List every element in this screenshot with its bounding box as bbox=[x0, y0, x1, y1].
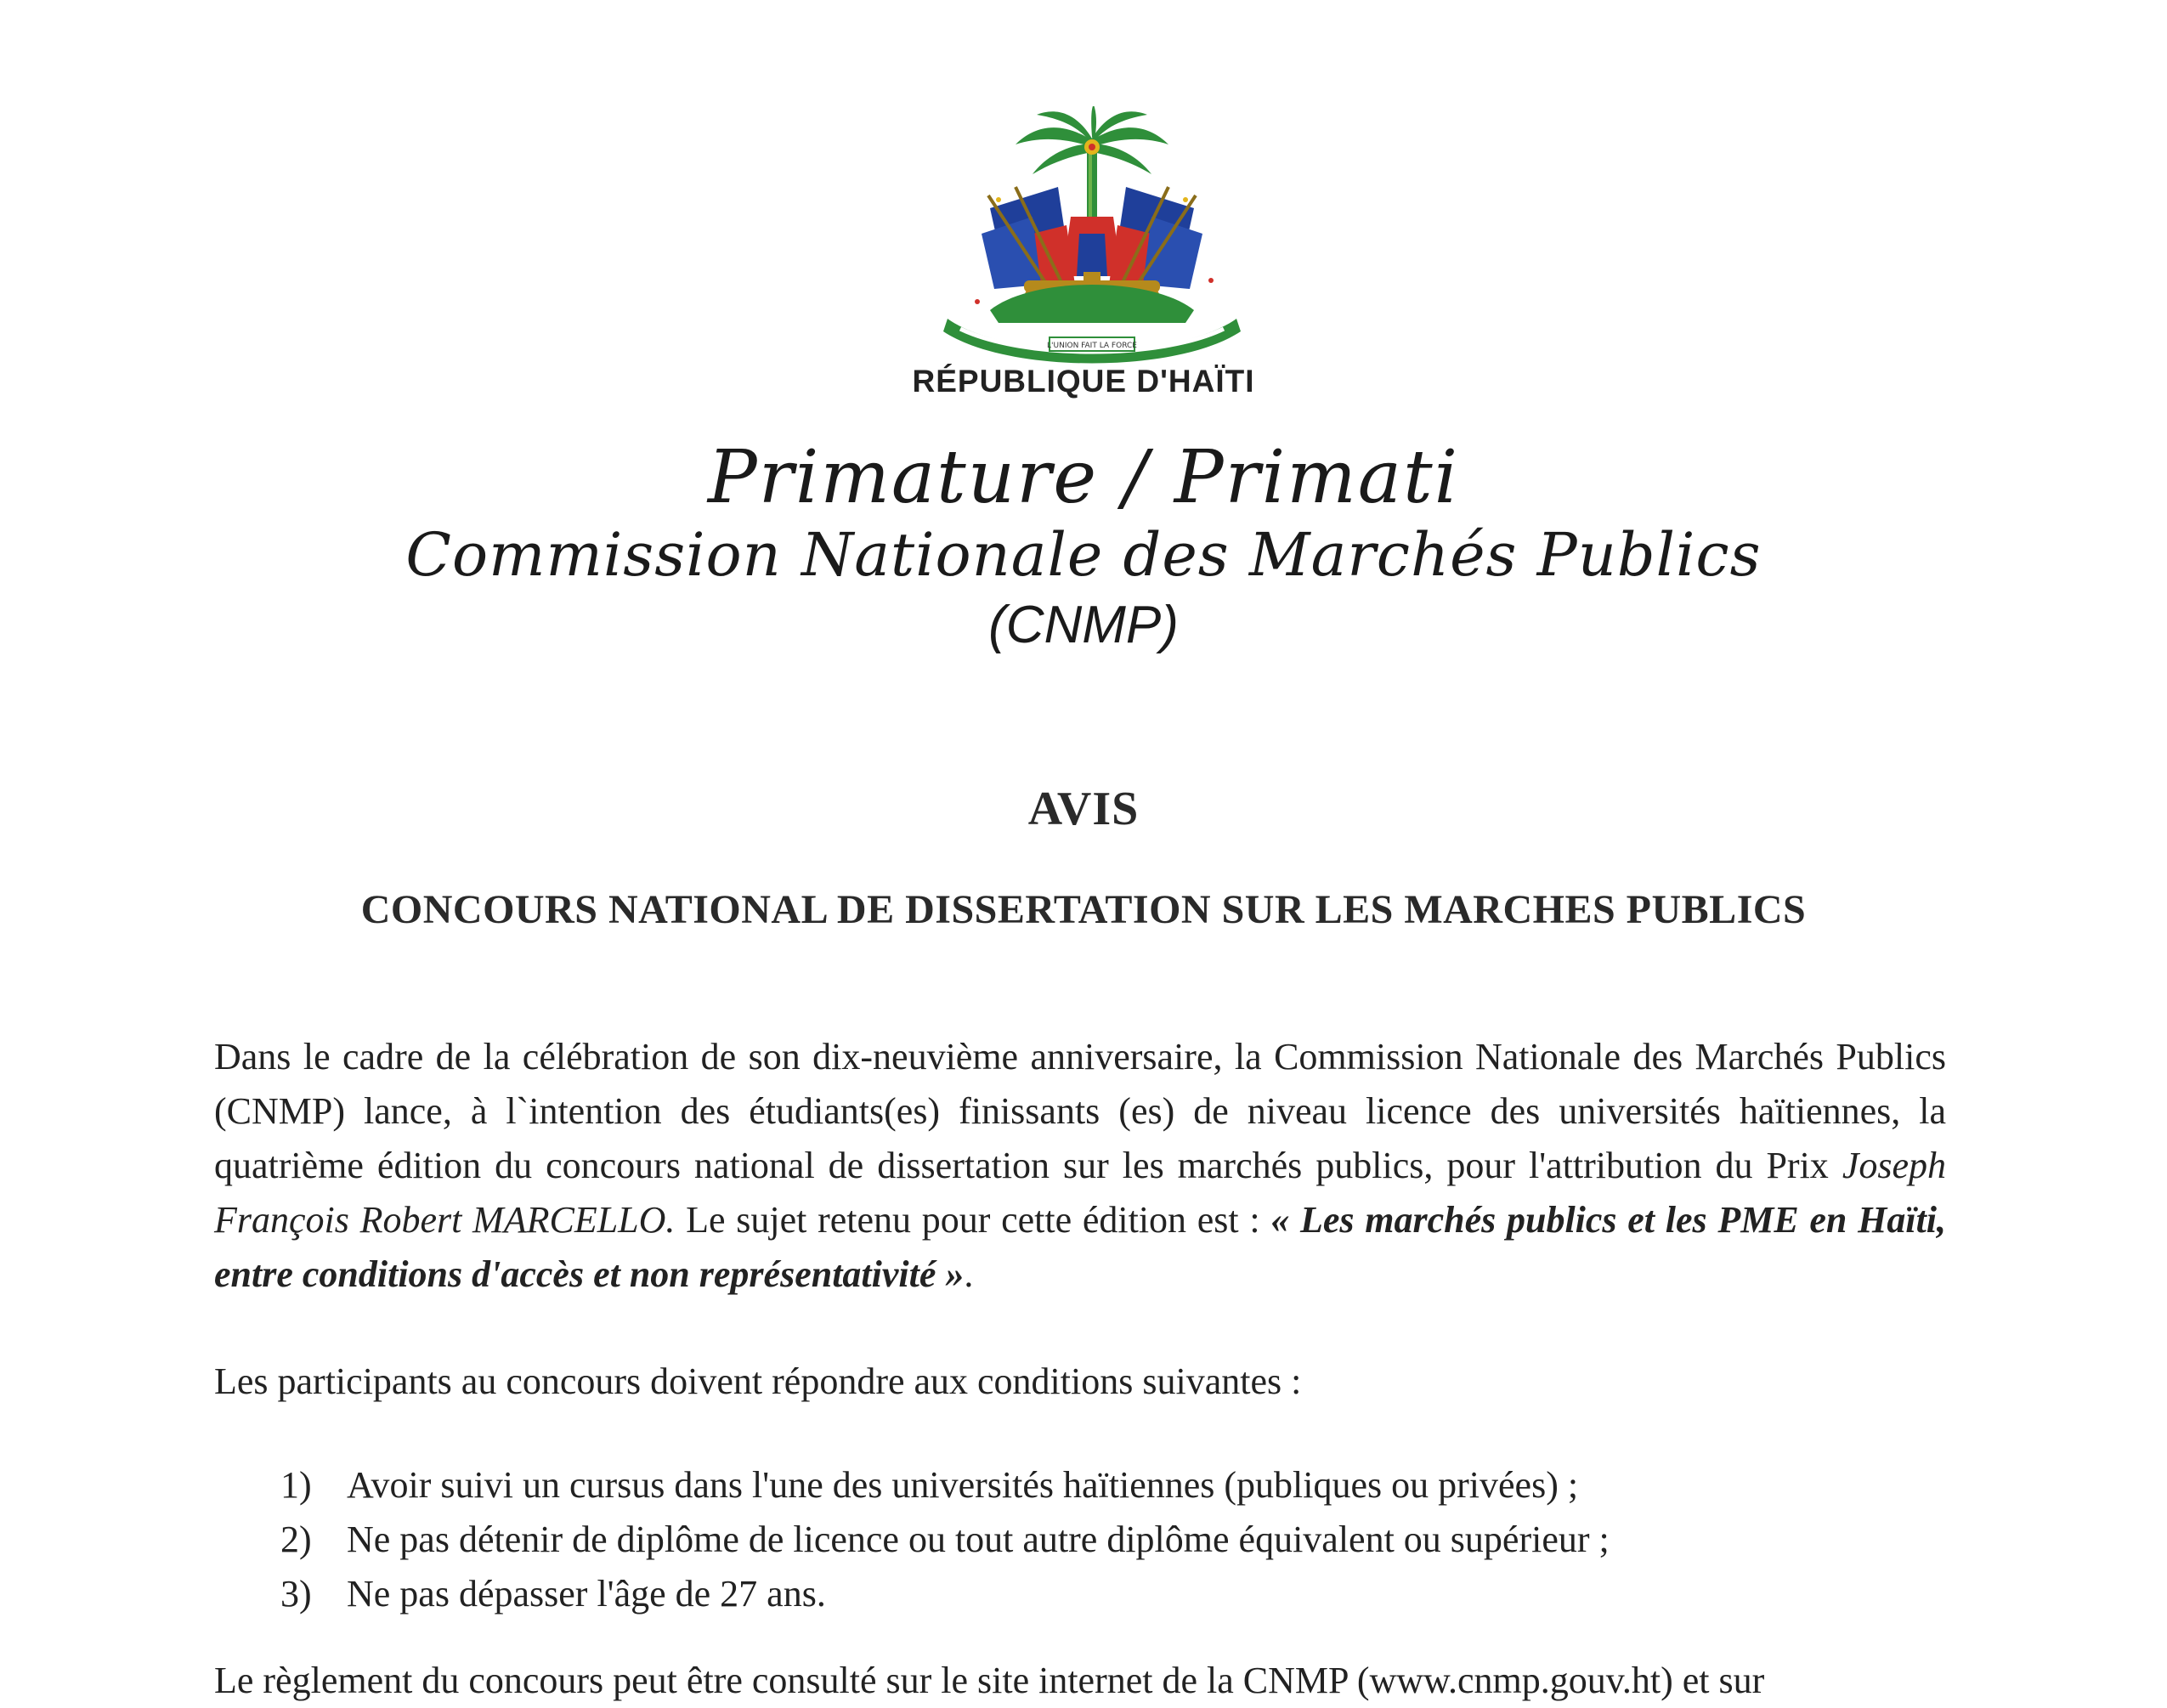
list-item-number: 3) bbox=[280, 1573, 312, 1615]
coat-of-arms-icon bbox=[931, 106, 1253, 370]
intro-part1: Dans le cadre de la célébration de son dix-neuvième anniversaire, la Commission Nationale des Marchés Publics (CNMP) lance, à l`intention des étudiants(es) finissants (es) de niveau licence des universités haïtiennes, la quatrième édition du concours national de dissertation sur les marchés publics, pour l'attribution du Prix bbox=[214, 1036, 1946, 1186]
conditions-intro: Les participants au concours doivent répondre aux conditions suivantes : bbox=[214, 1360, 1302, 1402]
commission-acronym: (CNMP) bbox=[988, 596, 1179, 654]
primature-title: Primature / Primati bbox=[707, 435, 1460, 520]
intro-part2: Le sujet retenu pour cette édition est : bbox=[675, 1199, 1271, 1241]
list-item bbox=[280, 1567, 1946, 1621]
emblem-motto: L'UNION FAIT LA FORCE bbox=[1047, 342, 1137, 350]
list-item-text: Ne pas détenir de diplôme de licence ou tout autre diplôme équivalent ou supérieur ; bbox=[347, 1519, 1610, 1560]
list-item bbox=[280, 1513, 1946, 1567]
commission-title: Commission Nationale des Marchés Publics bbox=[405, 520, 1762, 590]
conditions-list bbox=[280, 1458, 1946, 1621]
essay-subject: « Les marchés publics et les PME en Haïti, entre conditions d'accès et non représentativité » bbox=[214, 1199, 1947, 1295]
intro-paragraph bbox=[214, 1030, 1946, 1302]
list-item bbox=[280, 1458, 1946, 1513]
list-item-text: Avoir suivi un cursus dans l'une des universités haïtiennes (publiques ou privées) ; bbox=[347, 1464, 1579, 1506]
list-item-number: 2) bbox=[280, 1519, 312, 1560]
truncated-paragraph: Le règlement du concours peut être consulté sur le site internet de la CNMP (www.cnmp.gouv.ht) et sur bbox=[214, 1660, 1765, 1701]
notice-title: AVIS bbox=[1027, 783, 1140, 835]
prize-name: Joseph François Robert MARCELLO. bbox=[214, 1145, 1946, 1241]
intro-end: . bbox=[964, 1253, 974, 1295]
list-item-number: 1) bbox=[280, 1464, 312, 1506]
list-item-text: Ne pas dépasser l'âge de 27 ans. bbox=[347, 1573, 826, 1615]
republic-title: RÉPUBLIQUE D'HAÏTI bbox=[912, 364, 1255, 399]
notice-subtitle: CONCOURS NATIONAL DE DISSERTATION SUR LES MARCHES PUBLICS bbox=[360, 887, 1807, 932]
